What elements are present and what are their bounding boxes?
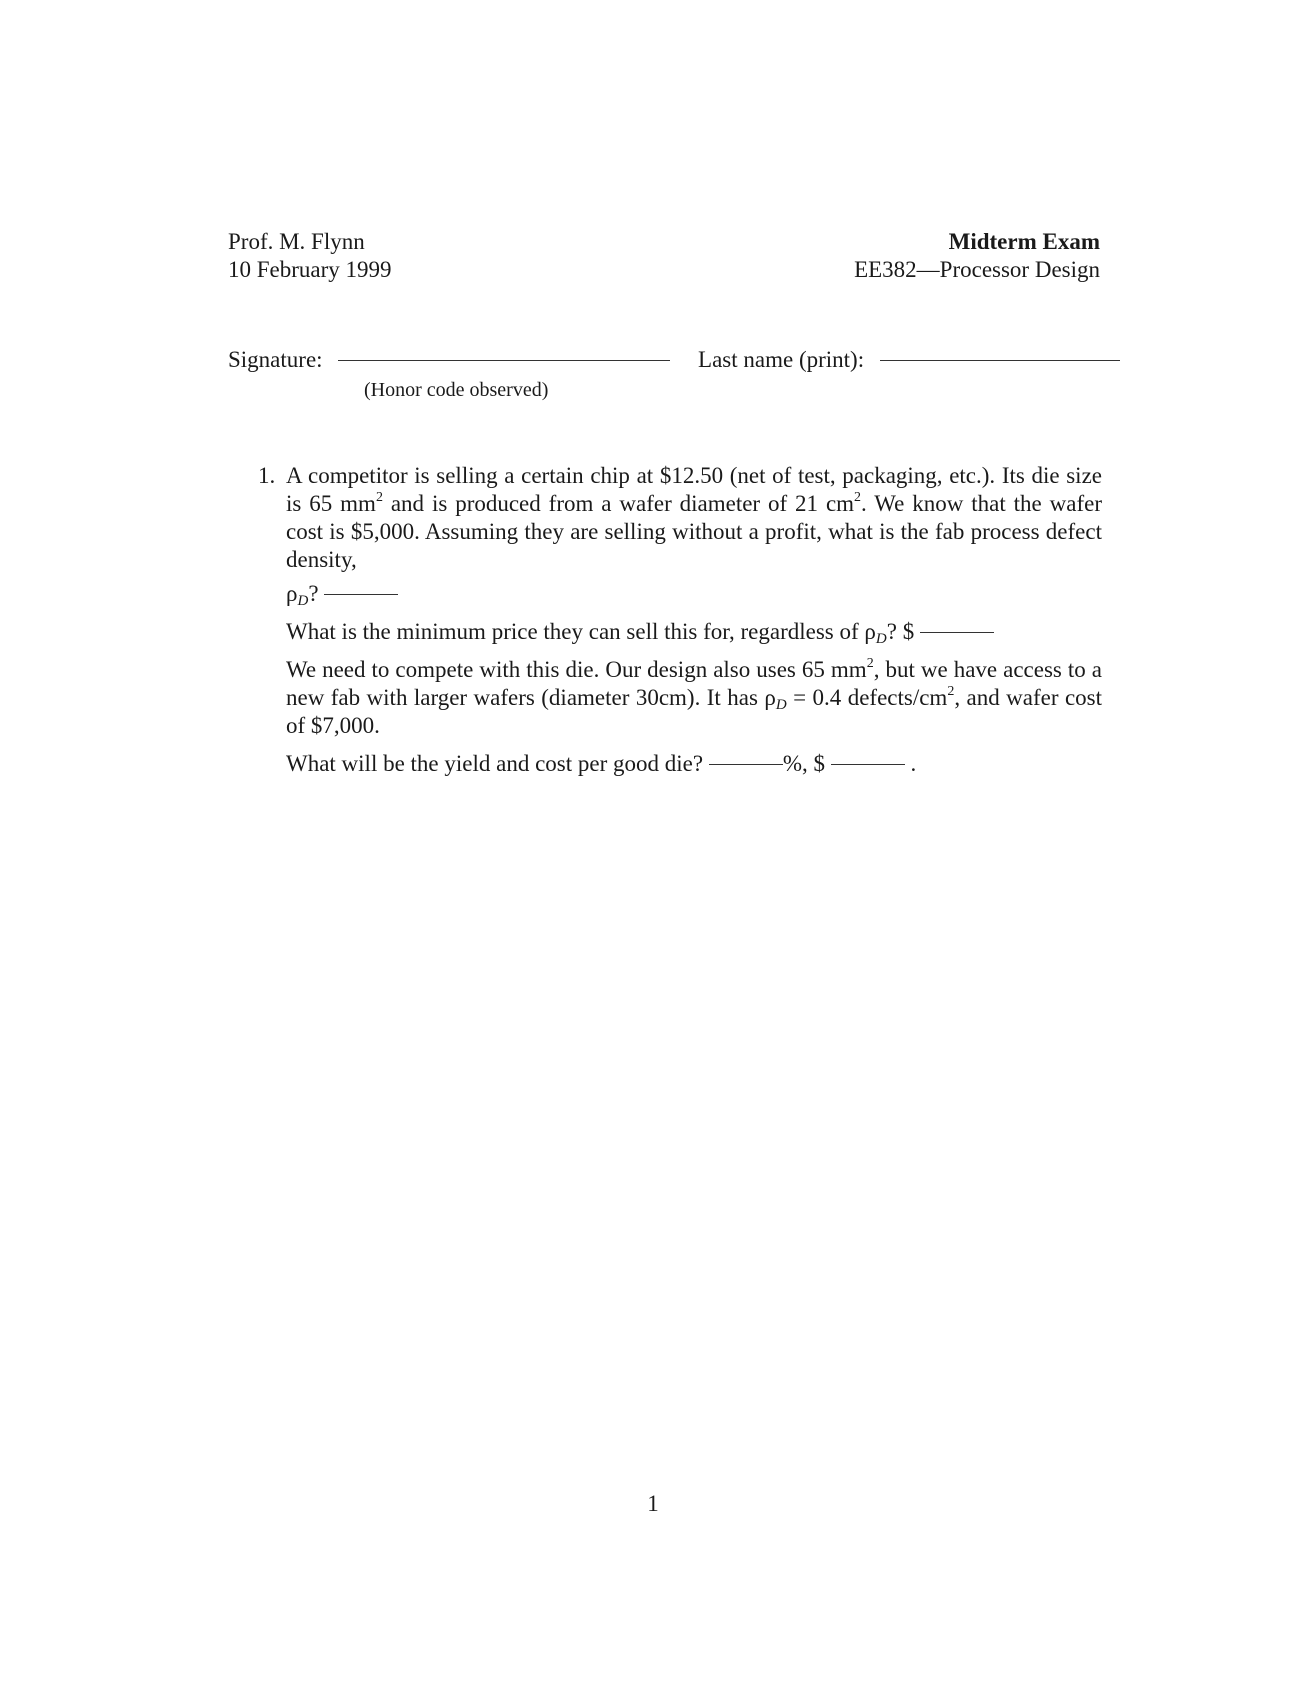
exam-title: Midterm Exam <box>948 229 1100 254</box>
rho-subscript: D <box>297 593 309 609</box>
q1-text-a: A competitor is selling a certain chip at $12.50 (net of test, packaging, etc.). Its die size is 65 mm <box>286 463 1102 516</box>
defect-density-blank[interactable] <box>324 594 398 595</box>
question-paragraph-1-answer <box>286 580 1102 608</box>
q4-period: . <box>910 751 917 776</box>
rho-symbol: ρ <box>764 685 776 710</box>
q3-text-d: , and wafer cost of $7,000. <box>286 685 1102 738</box>
rho-subscript: D <box>875 631 887 647</box>
signature-label: Signature: <box>228 347 323 372</box>
question-number: 1. <box>258 463 276 488</box>
question-paragraph-1 <box>286 462 1102 574</box>
author: Prof. M. Flynn <box>228 229 365 254</box>
question-body <box>286 462 1102 778</box>
q1-question-mark: ? <box>308 581 319 606</box>
q1-text-b: and is produced from a wafer diameter of 21 cm <box>382 491 855 516</box>
q2-dollar: ? $ <box>886 619 915 644</box>
min-price-blank[interactable] <box>920 632 994 633</box>
cost-per-die-blank[interactable] <box>831 764 905 765</box>
question-paragraph-3 <box>286 656 1102 740</box>
question-paragraph-2 <box>286 618 1102 646</box>
q3-text-b: , but we have access to a new fab with larger wafers (diameter 30cm). It has <box>286 657 1103 710</box>
signature-blank[interactable] <box>338 360 670 361</box>
q1-sup-2: 2 <box>854 490 862 505</box>
q4-percent-dollar: %, $ <box>782 751 825 776</box>
q3-text-a: We need to compete with this die. Our design also uses 65 mm <box>286 657 867 682</box>
signature-row <box>228 346 1100 374</box>
course-name: EE382—Processor Design <box>854 257 1100 282</box>
q2-text: What is the minimum price they can sell this for, regardless of <box>286 619 865 644</box>
last-name-label: Last name (print): <box>698 347 865 372</box>
question-paragraph-4 <box>286 750 1102 778</box>
q1-sup-1: 2 <box>375 490 383 505</box>
question-1 <box>258 462 1102 778</box>
honor-note: (Honor code observed) <box>364 379 549 401</box>
header-left <box>228 228 392 284</box>
page-number: 1 <box>647 1491 659 1516</box>
yield-blank[interactable] <box>709 764 783 765</box>
q4-text: What will be the yield and cost per good die? <box>286 751 704 776</box>
rho-symbol: ρ <box>864 619 876 644</box>
exam-date: 10 February 1999 <box>228 257 392 282</box>
q3-text-c: = 0.4 defects/cm <box>786 685 948 710</box>
q1-text-c: . We know that the wafer cost is $5,000. Assuming they are selling without a profit, what is the fab process defect density, <box>286 491 1103 572</box>
header-right <box>854 228 1100 284</box>
rho-symbol: ρ <box>286 581 298 606</box>
q3-sup-1: 2 <box>866 656 874 671</box>
last-name-blank[interactable] <box>880 360 1120 361</box>
q3-sup-2: 2 <box>947 684 955 699</box>
rho-subscript: D <box>775 697 787 713</box>
